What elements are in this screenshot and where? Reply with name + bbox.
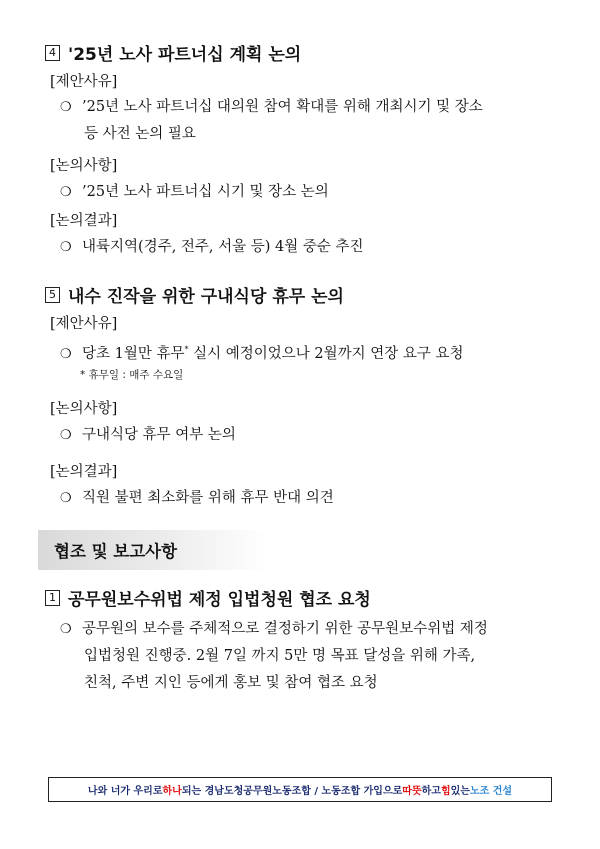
slogan-text: 되는 경남도청공무원노동조합 / 노동조합 가입으로 [181,786,403,797]
list-item [60,336,560,368]
slogan-text: 하고 [421,786,441,797]
reason-label: [제안사유] [50,316,118,332]
item-text: 등 사전 논의 필요 [84,126,196,142]
section-title: '25년 노사 파트너십 계획 논의 [68,45,302,65]
list-item [60,485,560,512]
item-text: ’25년 노사 파트너십 대의원 참여 확대를 위해 개최시기 및 장소 [82,99,483,115]
item-text: 직원 불편 최소화를 위해 휴무 반대 의견 [82,490,334,506]
list-item [60,179,560,206]
item-text: 입법청원 진행중. 2월 7일 까지 5만 명 목표 달성을 위해 가족, [84,648,476,664]
reason-label: [제안사유] [50,74,118,90]
slogan-text: 있는 [450,786,470,797]
slogan-highlight: 하나 [162,786,182,797]
circle-bullet-icon: ❍ [60,622,72,637]
section-5-heading [45,282,344,307]
circle-bullet-icon: ❍ [60,100,72,115]
part-heading: 협조 및 보고사항 [38,530,268,570]
circle-bullet-icon: ❍ [60,491,72,506]
topic-label: [논의사항] [50,158,118,174]
circle-bullet-icon: ❍ [60,240,72,255]
circle-bullet-icon: ❍ [60,428,72,443]
list-item [60,94,560,148]
item-text: 친척, 주변 지인 등에게 홍보 및 참여 협조 요청 [84,675,378,691]
item-text: ’25년 노사 파트너십 시기 및 장소 논의 [82,184,329,200]
item-text: 구내식당 휴무 여부 논의 [82,427,236,443]
slogan-highlight: 노조 건설 [469,786,513,797]
item-text: 공무원의 보수를 주체적으로 결정하기 위한 공무원보수위법 제정 [82,621,488,637]
footnote: * 휴무일 : 매주 수요일 [80,369,184,381]
item-text: 내륙지역(경주, 전주, 서울 등) 4월 중순 추진 [82,239,364,255]
result-label: [논의결과] [50,464,118,480]
topic-label: [논의사항] [50,401,118,417]
section-number-box: 4 [45,45,60,61]
list-item [60,422,560,449]
slogan-text: 나와 너가 우리로 [87,786,163,797]
circle-bullet-icon: ❍ [60,346,72,362]
list-item [60,234,560,261]
section-1-heading [45,585,371,610]
circle-bullet-icon: ❍ [60,185,72,200]
slogan-highlight: 따뜻 [402,786,422,797]
footer-slogan [48,777,552,802]
list-item [60,616,560,697]
section-title: 내수 진작을 위한 구내식당 휴무 논의 [68,287,344,307]
result-label: [논의결과] [50,213,118,229]
section-title: 공무원보수위법 제정 입법청원 협조 요청 [68,590,371,610]
footnote-marker: * [184,345,189,354]
section-number-box: 1 [45,590,60,606]
section-4-heading [45,40,301,65]
item-text: 실시 예정이었으나 2월까지 연장 요구 요청 [188,345,464,362]
section-number-box: 5 [45,287,60,303]
slogan-highlight: 힘 [440,786,451,797]
item-text: 당초 1월만 휴무 [82,345,185,362]
